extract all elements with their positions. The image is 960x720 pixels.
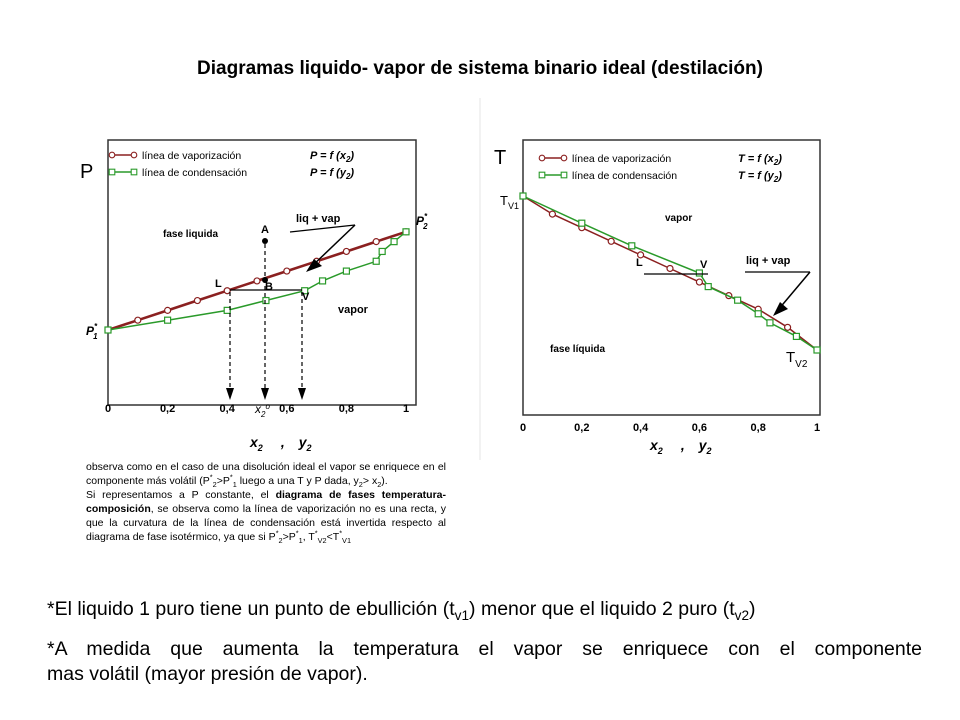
legend-equation-1-0: T = f $(x_2)$ xyxy=(738,153,782,167)
data-point-1-1-4 xyxy=(705,284,711,290)
data-point-0-1-2 xyxy=(224,307,230,313)
label-l-left: L xyxy=(215,278,222,290)
data-point-1-1-9 xyxy=(814,347,820,353)
data-point-1-1-6 xyxy=(755,311,761,317)
label-x2o: $x_2^o$ xyxy=(255,402,270,419)
tick-label-0-4: 0,8 xyxy=(338,403,355,415)
bullet-1 xyxy=(47,597,922,622)
data-point-0-0-8 xyxy=(343,248,349,254)
label-v-right: V xyxy=(700,259,708,271)
data-point-0-0-3 xyxy=(194,298,200,304)
data-point-0-1-3 xyxy=(263,298,269,304)
label-p2: P* 2 xyxy=(416,212,428,231)
data-point-1-0-9 xyxy=(785,324,791,330)
bullet-2-line-2: mas volátil (mayor presión de vapor). xyxy=(47,663,368,685)
data-point-1-0-5 xyxy=(667,265,673,271)
tick-label-0-5: 1 xyxy=(402,403,410,415)
data-point-1-1-0 xyxy=(520,193,526,199)
chart-temperature xyxy=(480,98,820,460)
x-axis-label-left: $x_2$ , $y_2$ xyxy=(250,434,312,453)
legend-marker-1-1-0 xyxy=(539,172,545,178)
label-vapor-left: vapor xyxy=(338,304,368,316)
legend-equation-0-1: P = f $(y_2)$ xyxy=(310,167,355,181)
legend-label-1-1: línea de condensación xyxy=(572,170,678,182)
label-a: A xyxy=(261,224,269,236)
data-point-0-1-8 xyxy=(379,248,385,254)
tick-label-1-5: 1 xyxy=(813,422,821,434)
label-l-right: L xyxy=(636,257,643,269)
label-b: B xyxy=(265,281,273,293)
note-paragraph-1: observa como en el caso de una disolución ideal el vapor se enriquece en el componente más volátil ($P^*_2>P^*_1$ luego a una T y P dada, $y_2> x_2$). xyxy=(86,461,446,490)
legend-marker-0-1-1 xyxy=(131,169,137,175)
tick-label-0-1: 0,2 xyxy=(159,403,176,415)
x-axis-label-right: $x_2$ , $y_2$ xyxy=(650,437,712,456)
data-point-0-0-9 xyxy=(373,239,379,245)
data-point-0-1-1 xyxy=(165,317,171,323)
legend-equation-0-0: P = f $(x_2)$ xyxy=(310,150,355,164)
data-point-0-0-1 xyxy=(135,317,141,323)
data-point-1-1-2 xyxy=(629,243,635,249)
tick-label-1-2: 0,4 xyxy=(632,422,649,434)
legend-label-0-0: línea de vaporización xyxy=(142,150,242,162)
data-point-0-0-6 xyxy=(284,268,290,274)
bullet-2-line-1: *A medida que aumenta la temperatura el vapor se enriquece con el componente xyxy=(47,638,922,660)
data-point-1-1-8 xyxy=(793,333,799,339)
legend-marker-1-1-1 xyxy=(561,172,567,178)
x-ticks-right xyxy=(520,422,820,434)
bullet-1-text: *El liquido 1 puro tiene un punto de ebullición $(t_{v1})$ menor que el liquido 2 puro $(t_{v2})$ xyxy=(47,598,756,623)
legend-marker-0-0-0 xyxy=(109,152,115,158)
legend-equation-1-1: T = f $(y_2)$ xyxy=(738,170,782,184)
label-liqvap-left: liq + vap xyxy=(296,213,341,225)
data-point-1-1-5 xyxy=(735,297,741,303)
data-point-0-1-0 xyxy=(105,327,111,333)
legend-marker-0-1-0 xyxy=(109,169,115,175)
data-point-0-1-7 xyxy=(373,258,379,264)
data-point-0-0-2 xyxy=(165,307,171,313)
point-a xyxy=(262,238,268,244)
label-tv1: $T_{V1}$ xyxy=(500,193,519,211)
label-liqvap-right: liq + vap xyxy=(746,255,791,267)
bullet-2 xyxy=(47,637,922,687)
tick-label-0-2: 0,4 xyxy=(219,403,235,415)
legend-label-1-0: línea de vaporización xyxy=(572,153,672,165)
plot-frame-left xyxy=(108,140,416,405)
y-axis-letter-t: T xyxy=(494,147,507,169)
legend-marker-1-0-1 xyxy=(561,155,567,161)
y-axis-letter-p: P xyxy=(80,161,94,183)
note-paragraph-2: Si representamos a P constante, el diagrama de fases temperatura-composición, se observa como la línea de vaporización no es una recta, y que la curvatura de la línea de condensación está invertida respecto al diagrama de fase isotérmico, ya que si $P^*_2>P^*_1$, $T^*_{V2}<T^*_{V1}$ xyxy=(86,489,446,546)
data-point-1-0-6 xyxy=(696,279,702,285)
data-point-0-1-9 xyxy=(391,239,397,245)
data-point-0-0-5 xyxy=(254,278,260,284)
data-point-0-1-6 xyxy=(343,268,349,274)
label-v-left: V xyxy=(302,291,310,303)
data-point-1-1-1 xyxy=(579,220,585,226)
data-point-1-1-7 xyxy=(767,320,773,326)
data-point-0-0-4 xyxy=(224,288,230,294)
data-point-1-0-1 xyxy=(549,211,555,217)
tick-label-1-4: 0,8 xyxy=(750,422,766,434)
label-vapor-right: vapor xyxy=(665,213,693,224)
legend-marker-1-0-0 xyxy=(539,155,545,161)
chart-pressure xyxy=(80,140,428,453)
data-point-0-1-5 xyxy=(320,278,326,284)
data-point-1-0-3 xyxy=(608,238,614,244)
tick-label-1-1: 0,2 xyxy=(574,422,590,434)
explanatory-note xyxy=(86,460,446,544)
tick-label-0-0: 0 xyxy=(104,403,112,415)
label-tv2: $T_{V2}$ xyxy=(786,349,808,370)
tick-label-1-0: 0 xyxy=(519,422,527,434)
data-point-0-1-10 xyxy=(403,229,409,235)
tick-label-0-3: 0,6 xyxy=(279,403,295,415)
legend-marker-0-0-1 xyxy=(131,152,137,158)
label-liquid-phase-left: fase liquida xyxy=(163,229,219,240)
label-p1: P* 1 xyxy=(86,322,98,341)
tick-label-1-3: 0,6 xyxy=(691,422,708,434)
legend-label-0-1: línea de condensación xyxy=(142,167,248,179)
label-liquid-phase-right: fase líquida xyxy=(550,344,606,355)
slide-title: Diagramas liquido- vapor de sistema binario ideal (destilación) xyxy=(197,58,763,79)
